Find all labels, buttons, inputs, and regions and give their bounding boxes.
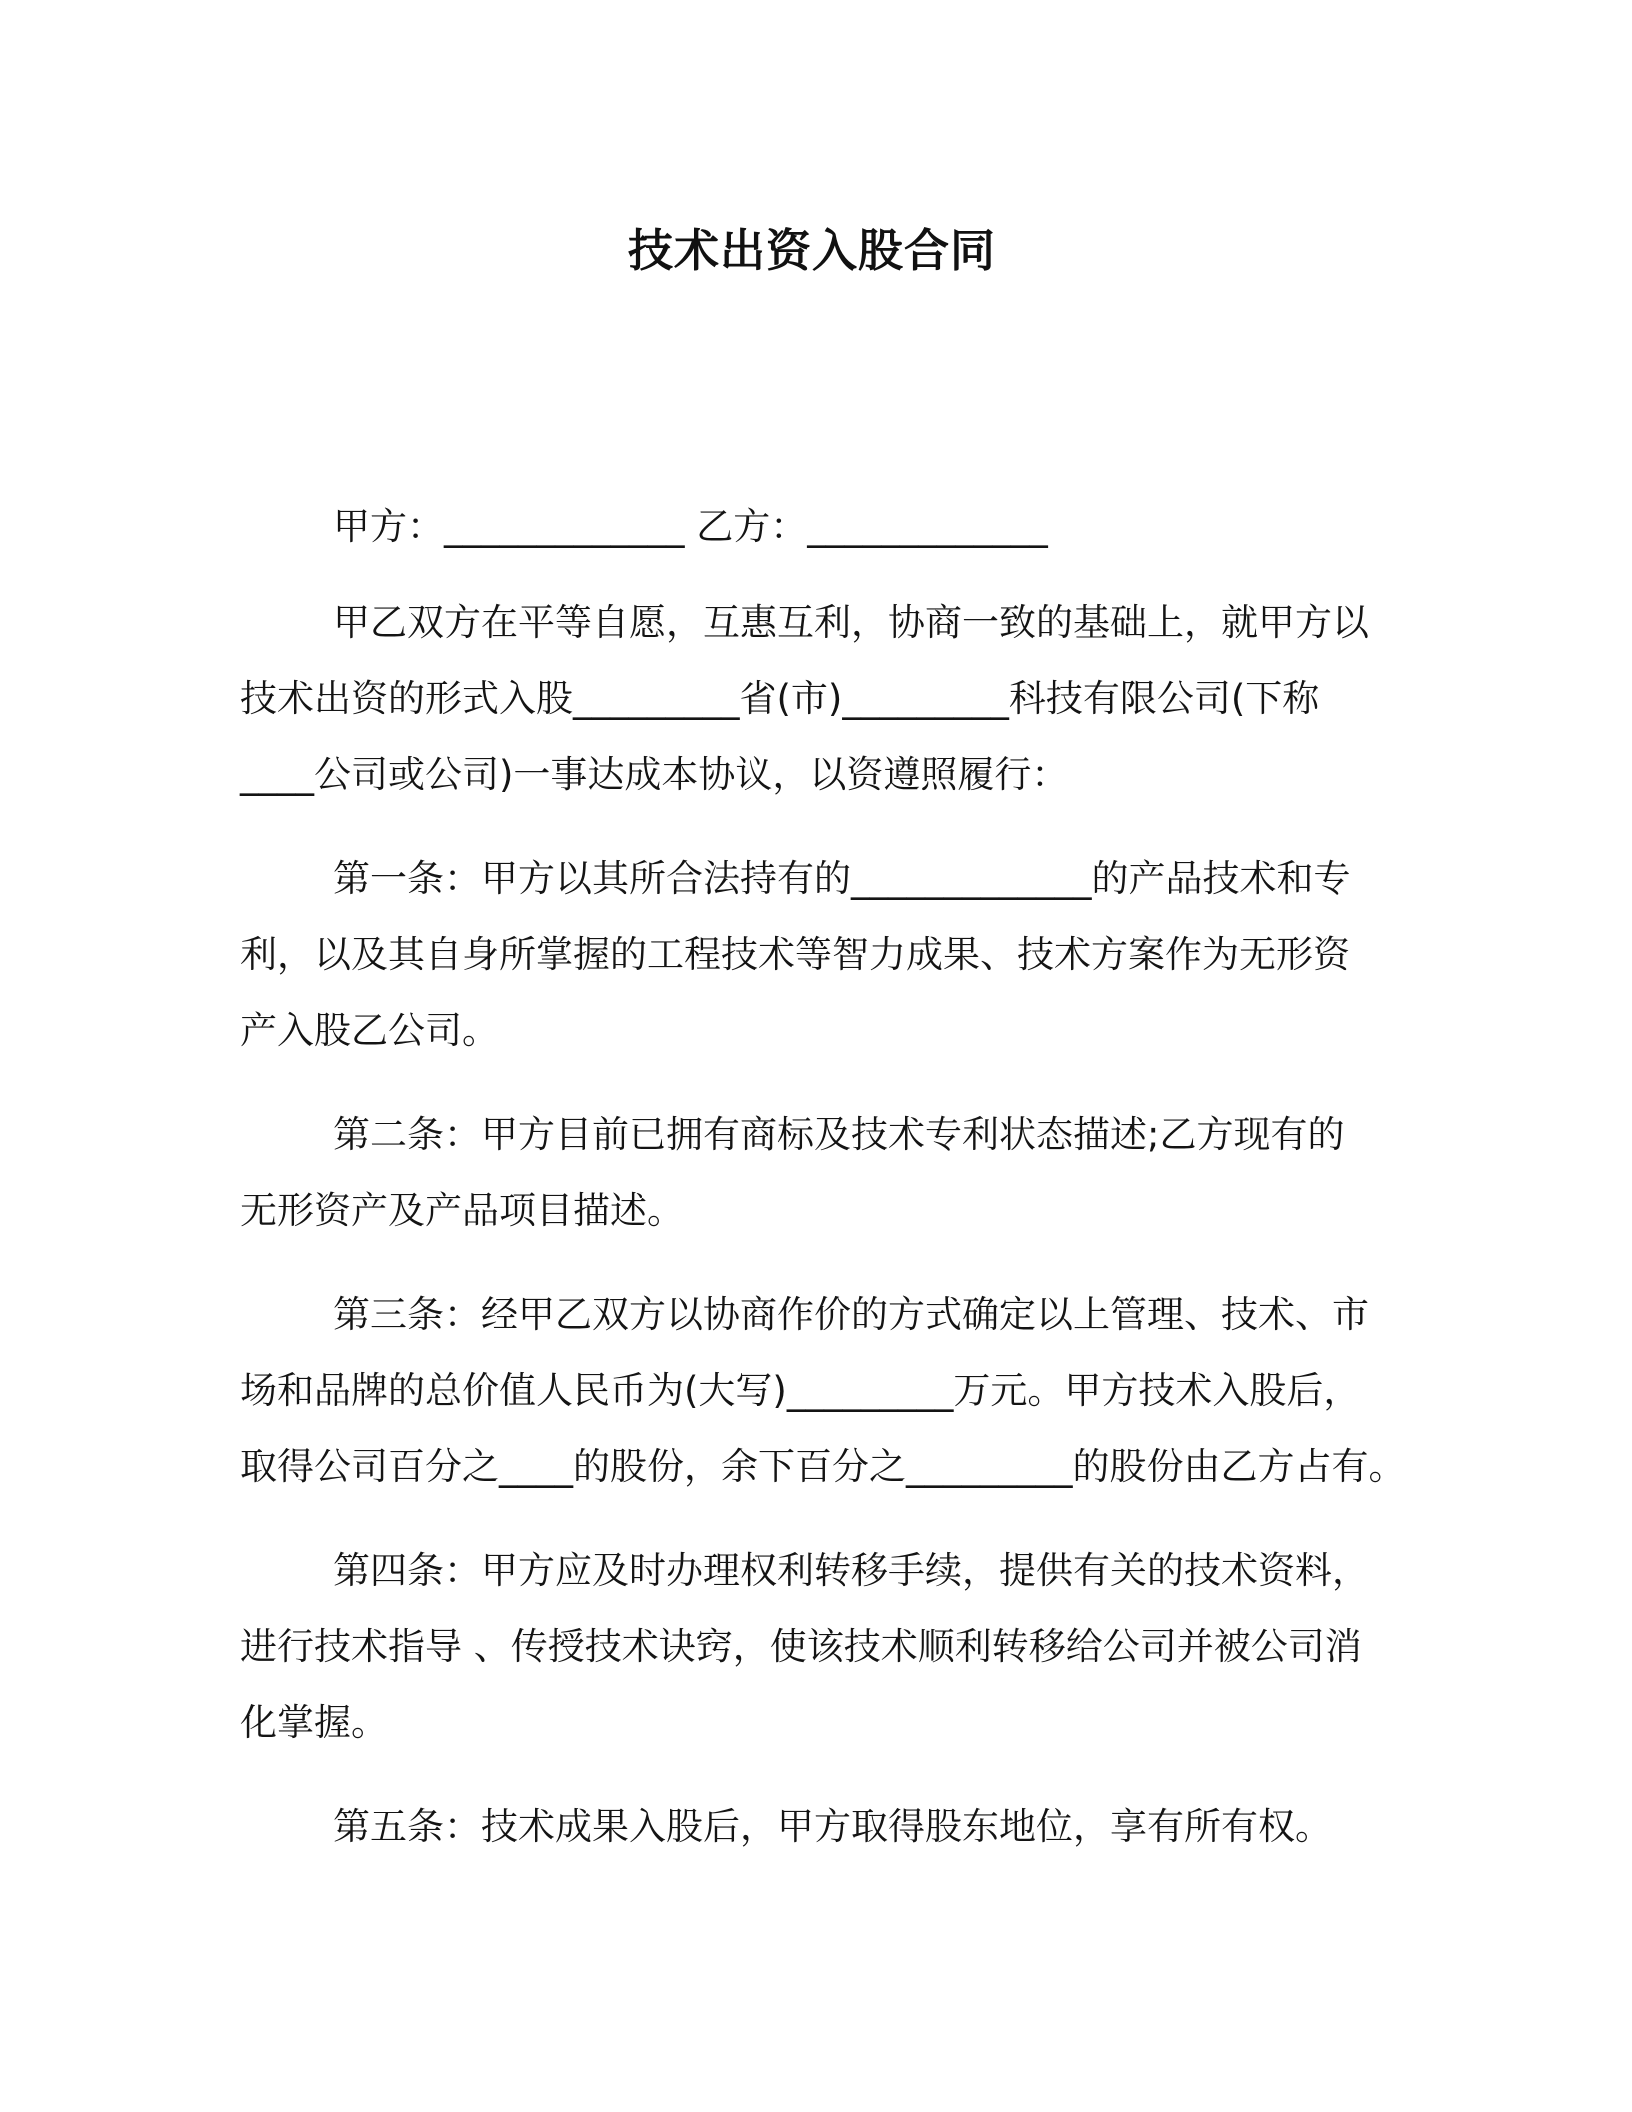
paragraph-line: 第四条：甲方应及时办理权利转移手续，提供有关的技术资料， xyxy=(333,1549,1369,1592)
paragraph-line: 利，以及其自身所掌握的工程技术等智力成果、技术方案作为无形资 xyxy=(240,933,1350,976)
paragraph-line: 第五条：技术成果入股后，甲方取得股东地位，享有所有权。 xyxy=(333,1805,1332,1848)
document-body xyxy=(240,489,1490,1893)
document-title: 技术出资入股合同 xyxy=(627,224,996,277)
parties-line: 甲方：_____________ 乙方：_____________ xyxy=(333,505,1048,548)
paragraph-line: 场和品牌的总价值人民币为(大写)_________万元。甲方技术入股后， xyxy=(240,1369,1361,1412)
article-1-paragraph xyxy=(240,841,1490,1069)
paragraph-line: 第二条：甲方目前已拥有商标及技术专利状态描述;乙方现有的 xyxy=(333,1113,1345,1156)
paragraph-line: 第三条：经甲乙双方以协商作价的方式确定以上管理、技术、市 xyxy=(333,1293,1369,1336)
parties-paragraph xyxy=(240,489,1490,565)
paragraph-line: 产入股乙公司。 xyxy=(240,1009,499,1052)
paragraph-line: 无形资产及产品项目描述。 xyxy=(240,1189,684,1232)
paragraph-line: 化掌握。 xyxy=(240,1701,388,1744)
article-2-paragraph xyxy=(240,1097,1490,1249)
paragraph-line: ____公司或公司)一事达成本协议，以资遵照履行： xyxy=(240,753,1069,796)
preamble-paragraph xyxy=(240,585,1490,813)
paragraph-line: 第一条：甲方以其所合法持有的_____________的产品技术和专 xyxy=(333,857,1351,900)
paragraph-line: 技术出资的形式入股_________省(市)_________科技有限公司(下称 xyxy=(240,677,1320,720)
article-5-paragraph xyxy=(240,1789,1490,1865)
paragraph-line: 甲乙双方在平等自愿，互惠互利，协商一致的基础上，就甲方以 xyxy=(333,601,1369,644)
article-4-paragraph xyxy=(240,1533,1490,1761)
article-3-paragraph xyxy=(240,1277,1490,1505)
paragraph-line: 取得公司百分之____的股份，余下百分之_________的股份由乙方占有。 xyxy=(240,1445,1406,1488)
paragraph-line: 进行技术指导 、传授技术诀窍，使该技术顺利转移给公司并被公司消 xyxy=(240,1625,1362,1668)
